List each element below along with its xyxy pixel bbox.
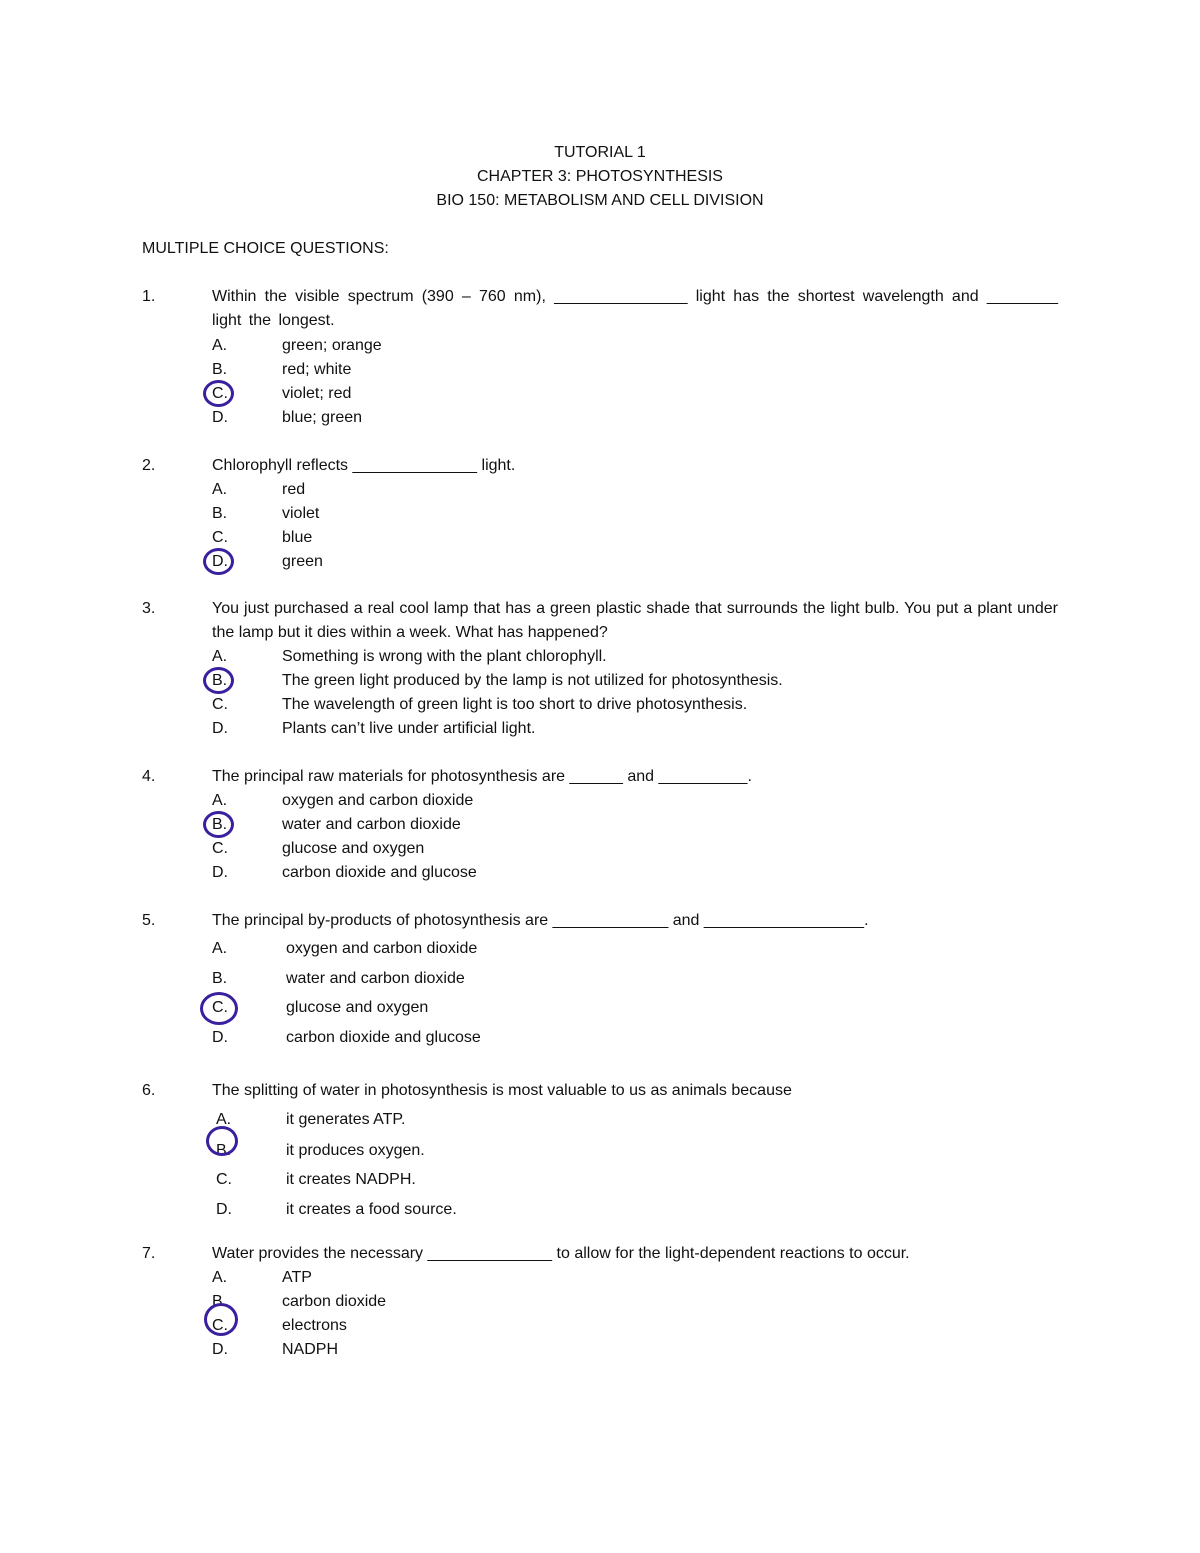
option-text: red <box>282 481 306 498</box>
option-text: violet; red <box>282 385 352 402</box>
option-letter: D. <box>212 1029 228 1046</box>
question-number: 2. <box>142 457 156 474</box>
option-text: green; orange <box>282 337 382 354</box>
option-letter: C. <box>212 1317 228 1334</box>
option-letter: C. <box>216 1171 232 1188</box>
answer-circle-mark <box>203 811 234 838</box>
option-text: carbon dioxide <box>282 1293 387 1310</box>
question-number: 4. <box>142 768 156 785</box>
option-text: blue <box>282 529 313 546</box>
option-text: red; white <box>282 361 352 378</box>
answer-circle-mark <box>204 1303 238 1336</box>
option-letter: D. <box>212 1341 228 1358</box>
option-letter: C. <box>212 385 228 402</box>
option-letter: B. <box>212 505 228 522</box>
option-text: glucose and oxygen <box>286 999 429 1016</box>
option-letter: C. <box>212 696 228 713</box>
option-text: Something is wrong with the plant chlorophyll. <box>282 648 607 665</box>
option-letter: A. <box>212 648 228 665</box>
option-letter: B. <box>212 816 228 833</box>
option-letter: B. <box>212 361 228 378</box>
option-text: oxygen and carbon dioxide <box>282 792 474 809</box>
option-letter: D. <box>212 409 228 426</box>
answer-circle-mark <box>203 380 234 407</box>
option-text: water and carbon dioxide <box>286 970 465 987</box>
course-title: BIO 150: METABOLISM AND CELL DIVISION <box>436 192 764 209</box>
option-letter: A. <box>216 1111 232 1128</box>
option-letter: B. <box>212 672 228 689</box>
option-text: water and carbon dioxide <box>282 816 461 833</box>
chapter-title: CHAPTER 3: PHOTOSYNTHESIS <box>477 168 723 185</box>
answer-circle-mark <box>206 1126 238 1156</box>
option-letter: D. <box>212 864 228 881</box>
option-text: NADPH <box>282 1341 339 1358</box>
answer-circle-mark <box>200 992 238 1025</box>
option-letter: A. <box>212 792 228 809</box>
option-letter: D. <box>216 1201 232 1218</box>
question-text: You just purchased a real cool lamp that has a green plastic shade that surrounds the light bulb. You put a plant under the lamp but it dies within a week. What has happened? <box>212 600 1058 641</box>
option-text: glucose and oxygen <box>282 840 425 857</box>
document-title: TUTORIAL 1 <box>554 144 646 161</box>
option-text: it produces oxygen. <box>286 1142 425 1159</box>
option-letter: C. <box>212 840 228 857</box>
option-text: it creates NADPH. <box>286 1171 416 1188</box>
option-letter: B. <box>216 1142 232 1159</box>
answer-circle-mark <box>203 548 234 575</box>
option-text: Plants can’t live under artificial light. <box>282 720 536 737</box>
option-text: carbon dioxide and glucose <box>286 1029 481 1046</box>
question-number: 5. <box>142 912 156 929</box>
option-text: blue; green <box>282 409 363 426</box>
option-text: it generates ATP. <box>286 1111 406 1128</box>
option-letter: D. <box>212 720 228 737</box>
question-number: 6. <box>142 1082 156 1099</box>
option-text: it creates a food source. <box>286 1201 457 1218</box>
question-number: 1. <box>142 288 156 305</box>
question-text: Within the visible spectrum (390 – 760 nm), _______________ light has the shortest wavelength and ________ light the longest. <box>212 288 1058 329</box>
option-letter: B. <box>212 1293 228 1310</box>
option-letter: B. <box>212 970 228 987</box>
option-text: electrons <box>282 1317 347 1334</box>
option-text: green <box>282 553 323 570</box>
option-letter: C. <box>212 529 228 546</box>
section-title: MULTIPLE CHOICE QUESTIONS: <box>142 240 389 257</box>
option-letter: A. <box>212 1269 228 1286</box>
option-letter: A. <box>212 481 228 498</box>
question-text: The principal raw materials for photosynthesis are ______ and __________. <box>212 768 752 785</box>
option-letter: A. <box>212 940 228 957</box>
option-text: violet <box>282 505 320 522</box>
answer-circle-mark <box>203 667 234 694</box>
question-text: Water provides the necessary ______________ to allow for the light-dependent reactions to occur. <box>212 1245 910 1262</box>
option-letter: A. <box>212 337 228 354</box>
question-text: The principal by-products of photosynthesis are _____________ and __________________. <box>212 912 869 929</box>
option-text: ATP <box>282 1269 312 1286</box>
question-text: Chlorophyll reflects ______________ light. <box>212 457 516 474</box>
option-text: The wavelength of green light is too short to drive photosynthesis. <box>282 696 748 713</box>
option-letter: C. <box>212 999 228 1016</box>
question-number: 3. <box>142 600 156 617</box>
option-text: oxygen and carbon dioxide <box>286 940 478 957</box>
question-number: 7. <box>142 1245 156 1262</box>
question-text: The splitting of water in photosynthesis is most valuable to us as animals because <box>212 1082 792 1099</box>
option-text: carbon dioxide and glucose <box>282 864 477 881</box>
option-text: The green light produced by the lamp is not utilized for photosynthesis. <box>282 672 783 689</box>
option-letter: D. <box>212 553 228 570</box>
